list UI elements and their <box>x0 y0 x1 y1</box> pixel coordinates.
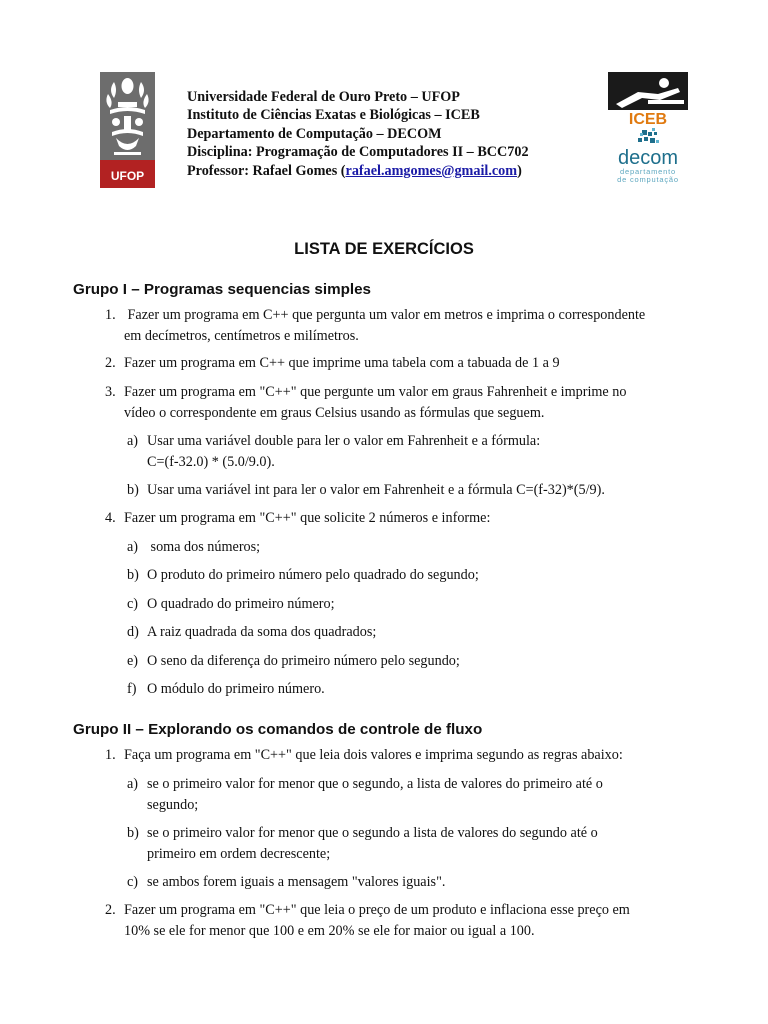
iceb-logo-label: ICEB <box>628 111 668 126</box>
list-item-text-line: C=(f-32.0) * (5.0/9.0). <box>147 453 275 470</box>
list-item-text-line: se ambos forem iguais a mensagem "valores iguais". <box>147 874 446 890</box>
list-item-text-line: 10% se ele for menor que 100 e em 20% se ele for maior ou igual a 100. <box>124 922 535 939</box>
list-item-text <box>147 594 335 615</box>
professor-label: Professor: Rafael Gomes ( <box>187 162 346 179</box>
list-item-number: c) <box>127 596 139 612</box>
list-item-text-line: soma dos números; <box>147 539 261 555</box>
list-item-text <box>147 537 260 558</box>
list-item-text-line: vídeo o correspondente em graus Celsius usando as fórmulas que seguem. <box>124 404 545 421</box>
list-item-number: b) <box>127 482 139 498</box>
list-item-number: 2. <box>105 902 116 918</box>
list-item-number: 1. <box>105 747 116 763</box>
list-item-text <box>147 774 603 815</box>
list-item-text-line: Usar uma variável int para ler o valor em Fahrenheit e a fórmula C=(f-32)*(5/9). <box>147 482 605 498</box>
list-item-text-line: O seno da diferença do primeiro número pelo segundo; <box>147 653 460 669</box>
list-item-number: b) <box>127 567 139 583</box>
list-item-text-line: Usar uma variável double para ler o valor em Fahrenheit e a fórmula: <box>147 433 541 449</box>
list-item-text-line: Fazer um programa em "C++" que pergunte um valor em graus Fahrenheit e imprime no <box>124 384 627 400</box>
list-item-text <box>147 565 479 586</box>
list-item-text-line: O produto do primeiro número pelo quadrado do segundo; <box>147 567 479 583</box>
list-item-text-line: Fazer um programa em C++ que pergunta um valor em metros e imprima o correspondente <box>124 307 646 323</box>
list-item-text <box>147 679 325 700</box>
list-item-number: f) <box>127 681 137 697</box>
decom-logo-label: decom <box>617 147 679 169</box>
list-item-text <box>124 305 645 346</box>
list-item-text-line: se o primeiro valor for menor que o segundo, a lista de valores do primeiro até o <box>147 776 603 792</box>
header-line-professor <box>187 162 529 180</box>
list-item-text-line: em decímetros, centímetros e milímetros. <box>124 327 359 344</box>
header-line-course: Disciplina: Programação de Computadores II – BCC702 <box>187 144 529 161</box>
institution-block <box>187 88 529 180</box>
professor-suffix: ) <box>517 162 522 179</box>
decom-logo-sub1: departamento <box>620 167 676 176</box>
list-item-text <box>124 353 560 374</box>
list-item-text-line: primeiro em ordem decrescente; <box>147 845 331 862</box>
list-item-text-line: se o primeiro valor for menor que o segundo a lista de valores do segundo até o <box>147 825 598 841</box>
list-item-number: 2. <box>105 355 116 371</box>
header-line-university: Universidade Federal de Ouro Preto – UFOP <box>187 89 460 105</box>
list-item-text-line: Faça um programa em "C++" que leia dois valores e imprima segundo as regras abaixo: <box>124 747 623 763</box>
group1-title: Grupo I – Programas sequencias simples <box>73 281 371 298</box>
list-item-number: 3. <box>105 384 116 400</box>
list-item-number: b) <box>127 825 139 841</box>
list-item-number: a) <box>127 433 139 449</box>
list-item-text-line: Fazer um programa em C++ que imprime uma tabela com a tabuada de 1 a 9 <box>124 355 560 371</box>
list-item-text <box>124 900 630 941</box>
ufop-logo <box>100 72 155 188</box>
list-item-text-line: A raiz quadrada da soma dos quadrados; <box>147 624 377 640</box>
list-item-text-line: O quadrado do primeiro número; <box>147 596 335 612</box>
list-item-number: c) <box>127 874 139 890</box>
decom-logo-sub2: de computação <box>617 175 679 184</box>
list-item-text <box>147 480 605 501</box>
professor-email-link[interactable]: rafael.amgomes@gmail.com <box>345 162 518 179</box>
list-item-text <box>147 622 376 643</box>
ufop-logo-label: UFOP <box>110 169 145 183</box>
header-line-department: Departamento de Computação – DECOM <box>187 125 442 142</box>
list-item-number: a) <box>127 539 139 555</box>
list-item-text-line: segundo; <box>147 796 199 813</box>
list-item-number: 1. <box>105 307 116 323</box>
list-item-number: a) <box>127 776 139 792</box>
list-item-text <box>124 382 626 423</box>
list-item-text <box>147 651 460 672</box>
document-title: LISTA DE EXERCÍCIOS <box>294 240 474 258</box>
list-item-number: 4. <box>105 510 116 526</box>
document-header <box>100 72 700 192</box>
list-item-text <box>147 431 540 472</box>
list-item-text <box>147 823 598 864</box>
list-item-text-line: Fazer um programa em "C++" que leia o preço de um produto e inflaciona esse preço em <box>124 902 630 918</box>
iceb-logo <box>608 72 688 126</box>
list-item-text-line: Fazer um programa em "C++" que solicite 2 números e informe: <box>124 510 491 526</box>
list-item-number: d) <box>127 624 139 640</box>
list-item-number: e) <box>127 653 139 669</box>
list-item-text <box>124 508 490 529</box>
group2-title: Grupo II – Explorando os comandos de controle de fluxo <box>73 721 483 738</box>
header-line-institute: Instituto de Ciências Exatas e Biológicas – ICEB <box>187 107 480 124</box>
decom-logo <box>608 128 690 188</box>
list-item-text <box>147 872 445 893</box>
list-item-text <box>124 745 623 766</box>
list-item-text-line: O módulo do primeiro número. <box>147 681 325 697</box>
